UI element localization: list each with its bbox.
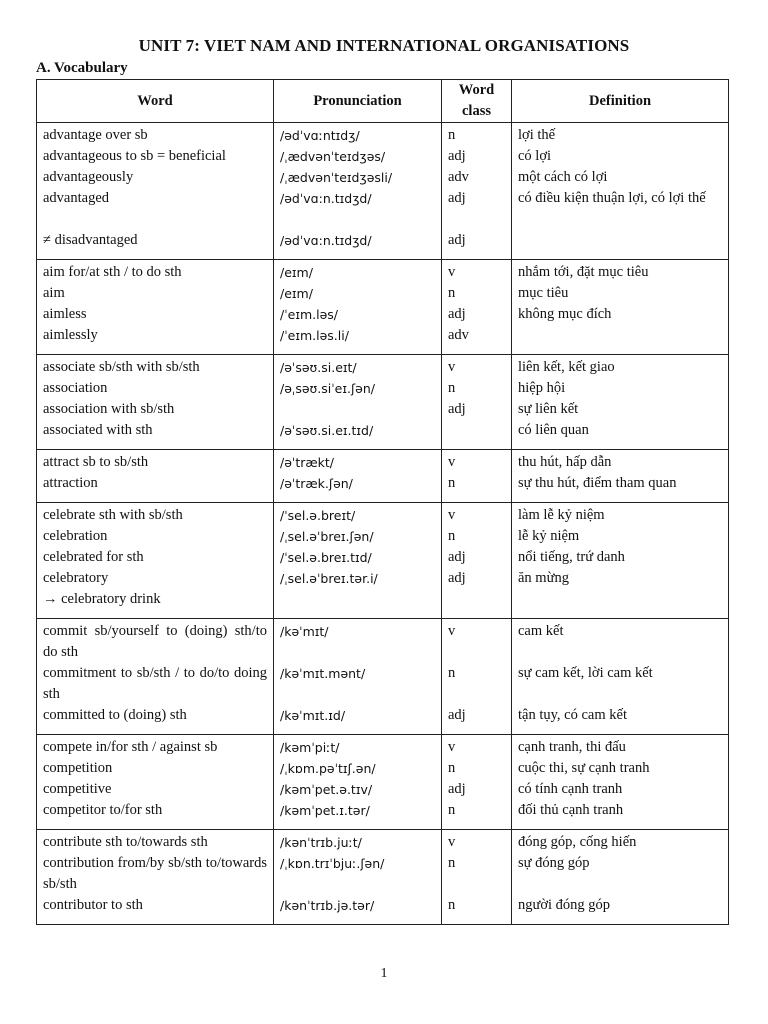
pronunciation: /əˈtræk.ʃən/ <box>280 476 353 491</box>
definition: cạnh tranh, thi đấu <box>518 739 626 755</box>
definition-cell <box>512 735 729 830</box>
word-class: n <box>448 475 456 491</box>
word: contribute sth to/towards sth <box>43 834 208 850</box>
spacer <box>448 209 505 230</box>
word: association with sb/sth <box>43 401 175 417</box>
table-row <box>37 355 729 450</box>
word: aim for/at sth / to do sth <box>43 264 182 280</box>
pronunciation: /kəmˈpet.ɪ.tər/ <box>280 803 370 818</box>
table-row <box>37 619 729 735</box>
word: associated with sth <box>43 422 153 438</box>
word: celebratory <box>43 570 109 586</box>
definition-cell <box>512 830 729 925</box>
word-class: v <box>448 359 456 375</box>
table-row <box>37 123 729 260</box>
word-class: n <box>448 127 456 143</box>
pronunciation: /ədˈvɑ:n.tɪdʒd/ <box>280 233 372 248</box>
word: contributor to sth <box>43 897 143 913</box>
definition: một cách có lợi <box>518 169 608 185</box>
word-class: v <box>448 739 456 755</box>
pronunciation: /ˈeɪm.ləs/ <box>280 307 339 322</box>
word-class-cell <box>442 735 512 830</box>
word-cell <box>37 503 274 619</box>
definition: tận tụy, có cam kết <box>518 707 627 723</box>
word-class: adj <box>448 781 466 797</box>
pronunciation: /ədˈvɑ:n.tɪdʒd/ <box>280 191 372 206</box>
definition: sự thu hút, điểm tham quan <box>518 475 677 491</box>
definition: sự liên kết <box>518 401 579 417</box>
pronunciation: /əˌsəʊ.siˈeɪ.ʃən/ <box>280 381 375 396</box>
word-cell <box>37 619 274 735</box>
table-row <box>37 260 729 355</box>
definition: không mục đích <box>518 306 612 322</box>
word-class-cell <box>442 450 512 503</box>
header-definition: Definition <box>512 80 729 123</box>
pronunciation-cell <box>274 735 442 830</box>
pronunciation: /kəmˈpet.ə.tɪv/ <box>280 782 373 797</box>
word: aimless <box>43 306 87 322</box>
word-class: v <box>448 454 456 470</box>
word: aim <box>43 285 65 301</box>
definition: thu hút, hấp dẫn <box>518 454 612 470</box>
pronunciation: /ˌsel.əˈbreɪ.ʃən/ <box>280 529 374 544</box>
header-pronunciation: Pronunciation <box>274 80 442 123</box>
word-class <box>448 420 505 441</box>
pronunciation-cell <box>274 830 442 925</box>
word-class: adj <box>448 148 466 164</box>
pronunciation-cell <box>274 123 442 260</box>
word: advantageously <box>43 169 134 185</box>
spacer <box>280 209 435 230</box>
definition: lễ kỷ niệm <box>518 528 580 544</box>
definition-cell <box>512 619 729 735</box>
page-number: 1 <box>380 966 388 981</box>
word-class: adv <box>448 169 469 185</box>
pronunciation-cell <box>274 450 442 503</box>
word: celebration <box>43 528 108 544</box>
definition: nhắm tới, đặt mục tiêu <box>518 264 649 280</box>
definition: hiệp hội <box>518 380 566 396</box>
pronunciation: /eɪm/ <box>280 286 313 301</box>
word-cell <box>37 260 274 355</box>
definition: sự cam kết, lời cam kết <box>518 665 653 681</box>
word: → celebratory drink <box>43 591 161 607</box>
word-class: n <box>448 380 456 396</box>
word-class: v <box>448 507 456 523</box>
pronunciation <box>280 399 435 420</box>
word-class: adj <box>448 570 466 586</box>
word-class: n <box>448 802 456 818</box>
definition: người đóng góp <box>518 897 611 913</box>
definition: sự đóng góp <box>518 855 590 871</box>
definition: có điều kiện thuận lợi, có lợi thế <box>518 190 706 206</box>
word-class: adj <box>448 190 466 206</box>
word-cell <box>37 450 274 503</box>
word: competitive <box>43 781 112 797</box>
word: commitment to sb/sth / to do/to doing sth <box>43 665 267 702</box>
pronunciation: /kənˈtrɪb.jə.tər/ <box>280 898 375 913</box>
word: advantaged <box>43 190 110 206</box>
word: compete in/for sth / against sb <box>43 739 218 755</box>
pronunciation: /ˈeɪm.ləs.li/ <box>280 328 349 343</box>
word-class-cell <box>442 830 512 925</box>
pronunciation: /kəˈmɪt.mənt/ <box>280 666 366 681</box>
section-heading: A. Vocabulary <box>36 60 128 76</box>
spacer <box>518 684 722 705</box>
pronunciation: /əˈtrækt/ <box>280 455 335 470</box>
pronunciation: /kənˈtrɪb.juːt/ <box>280 835 362 850</box>
spacer <box>448 642 505 663</box>
header-word-class: Word class <box>442 80 512 123</box>
word-class-cell <box>442 260 512 355</box>
pronunciation: /əˈsəʊ.si.eɪt/ <box>280 360 357 375</box>
pronunciation: /ˈsel.ə.breɪ.tɪd/ <box>280 550 372 565</box>
word: commit sb/yourself to (doing) sth/to do sth <box>43 623 267 660</box>
definition: lợi thế <box>518 127 556 143</box>
table-row <box>37 503 729 619</box>
definition: liên kết, kết giao <box>518 359 615 375</box>
spacer <box>448 684 505 705</box>
spacer <box>518 642 722 663</box>
table-row <box>37 450 729 503</box>
word-cell <box>37 830 274 925</box>
definition: có tính cạnh tranh <box>518 781 623 797</box>
word: competition <box>43 760 113 776</box>
word: committed to (doing) sth <box>43 707 187 723</box>
table-row <box>37 830 729 925</box>
pronunciation: /kəˈmɪt/ <box>280 624 329 639</box>
word: contribution from/by sb/sth to/towards sb/sth <box>43 855 267 892</box>
definition-cell <box>512 123 729 260</box>
pronunciation-cell <box>274 619 442 735</box>
definition-cell <box>512 355 729 450</box>
word-class: n <box>448 665 456 681</box>
word: advantageous to sb = beneficial <box>43 148 226 164</box>
pronunciation: /ˌkɒm.pəˈtɪʃ.ən/ <box>280 761 376 776</box>
word-class: v <box>448 623 456 639</box>
word: competitor to/for sth <box>43 802 163 818</box>
header-word: Word <box>37 80 274 123</box>
table-row <box>37 735 729 830</box>
definition: làm lễ kỷ niệm <box>518 507 605 523</box>
word: celebrated for sth <box>43 549 144 565</box>
spacer <box>448 874 505 895</box>
pronunciation: /əˈsəʊ.si.eɪ.tɪd/ <box>280 423 374 438</box>
definition: có liên quan <box>518 422 589 438</box>
spacer <box>43 209 267 230</box>
spacer <box>280 874 435 895</box>
word-class: n <box>448 897 456 913</box>
pronunciation-cell <box>274 355 442 450</box>
definition: có lợi <box>518 148 552 164</box>
spacer <box>518 874 722 895</box>
word: aimlessly <box>43 327 98 343</box>
word-class: v <box>448 834 456 850</box>
definition <box>518 325 722 346</box>
word-class: adj <box>448 306 466 322</box>
word-class-cell <box>442 355 512 450</box>
pronunciation: /ˈsel.ə.breɪt/ <box>280 508 356 523</box>
pronunciation: /kəmˈpiːt/ <box>280 740 340 755</box>
pronunciation: /ˌsel.əˈbreɪ.tər.i/ <box>280 571 378 586</box>
word-class: adv <box>448 327 469 343</box>
word-class: n <box>448 528 456 544</box>
word-class: adj <box>448 707 466 723</box>
word-cell <box>37 123 274 260</box>
word: attraction <box>43 475 98 491</box>
definition: ăn mừng <box>518 570 569 586</box>
pronunciation-cell <box>274 260 442 355</box>
word-class: n <box>448 855 456 871</box>
word-class: adj <box>448 232 466 248</box>
definition: cuộc thi, sự cạnh tranh <box>518 760 650 776</box>
word: ≠ disadvantaged <box>43 232 138 248</box>
pronunciation: /ˌkɒn.trɪˈbjuː.ʃən/ <box>280 856 385 871</box>
word: attract sb to sb/sth <box>43 454 149 470</box>
pronunciation: /ˌædvənˈteɪdʒəsli/ <box>280 170 393 185</box>
definition: đóng góp, cống hiến <box>518 834 637 850</box>
definition-cell <box>512 450 729 503</box>
word: advantage over sb <box>43 127 148 143</box>
table-header-row <box>37 80 729 123</box>
word-cell <box>37 735 274 830</box>
definition: đối thủ cạnh tranh <box>518 802 624 818</box>
word-class: n <box>448 285 456 301</box>
word-class: adj <box>448 401 466 417</box>
definition-cell <box>512 260 729 355</box>
pronunciation: /ˌædvənˈteɪdʒəs/ <box>280 149 386 164</box>
word-cell <box>37 355 274 450</box>
page-title: UNIT 7: VIET NAM AND INTERNATIONAL ORGANISATIONS <box>138 36 630 55</box>
word-class-cell <box>442 619 512 735</box>
pronunciation: /kəˈmɪt.ɪd/ <box>280 708 346 723</box>
word: associate sb/sth with sb/sth <box>43 359 200 375</box>
word-class: v <box>448 264 456 280</box>
word-class: n <box>448 760 456 776</box>
word-class: adj <box>448 549 466 565</box>
spacer <box>280 642 435 663</box>
pronunciation: /eɪm/ <box>280 265 313 280</box>
spacer <box>280 684 435 705</box>
definition-cell <box>512 503 729 619</box>
word: celebrate sth with sb/sth <box>43 507 183 523</box>
pronunciation: /ədˈvɑːntɪdʒ/ <box>280 128 360 143</box>
definition: mục tiêu <box>518 285 569 301</box>
definition: cam kết <box>518 623 564 639</box>
word-class-cell <box>442 503 512 619</box>
vocabulary-table <box>36 79 729 925</box>
word-class-cell <box>442 123 512 260</box>
pronunciation-cell <box>274 503 442 619</box>
definition: nổi tiếng, trứ danh <box>518 549 625 565</box>
word: association <box>43 380 108 396</box>
